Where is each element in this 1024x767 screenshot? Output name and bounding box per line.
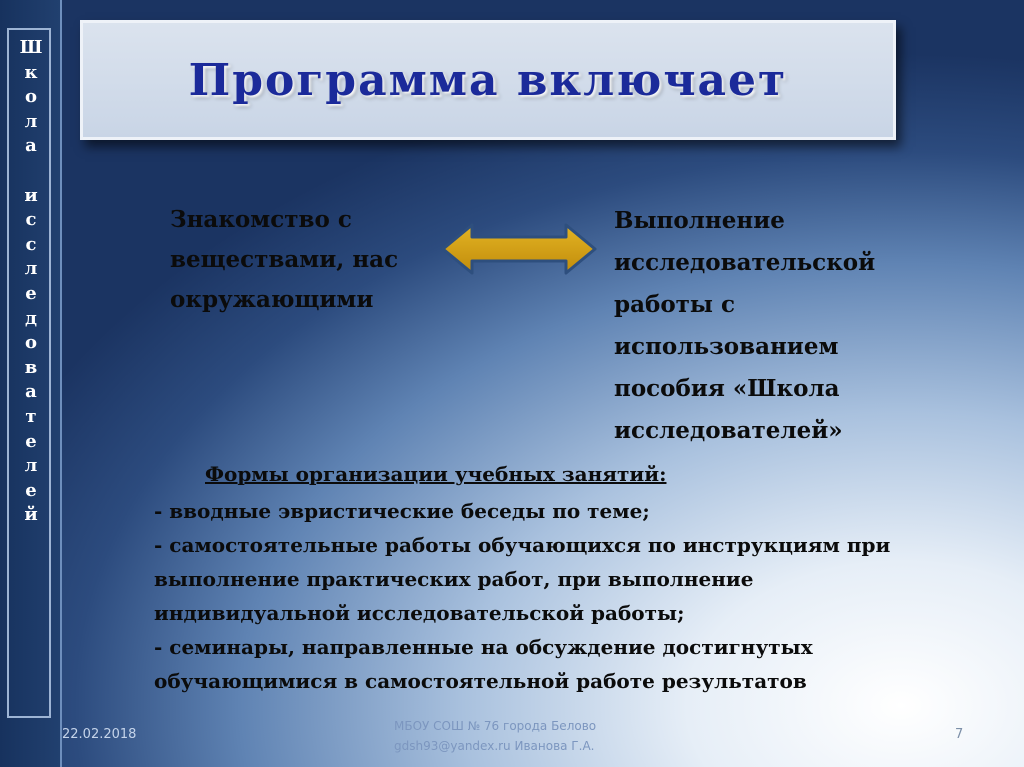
footer-credits — [394, 716, 596, 756]
left-text-block — [170, 200, 460, 320]
left-text-line: окружающими — [170, 286, 374, 313]
right-text-line: работы с — [614, 291, 735, 318]
side-label: Ш к о л а и с с л е д о в а т е л е й — [19, 37, 43, 526]
right-text-line: использованием — [614, 333, 839, 360]
forms-list-line: индивидуальной исследовательской работы; — [154, 601, 685, 625]
forms-list — [154, 494, 994, 698]
title-box — [80, 20, 896, 140]
forms-list-line: - вводные эвристические беседы по теме; — [154, 499, 650, 523]
footer-author: gdsh93@yandex.ru Иванова Г.А. — [394, 739, 595, 753]
forms-list-line: - самостоятельные работы обучающихся по инструкциям при — [154, 533, 891, 557]
right-text-line: исследователей» — [614, 417, 843, 444]
side-strip — [0, 0, 62, 767]
slide-title: Программа включает — [188, 55, 788, 106]
right-text-line: Выполнение — [614, 207, 785, 234]
double-arrow-icon — [440, 222, 598, 276]
forms-heading: Формы организации учебных занятий: — [205, 462, 667, 486]
forms-list-line: обучающимися в самостоятельной работе результатов — [154, 669, 807, 693]
footer-date: 22.02.2018 — [62, 727, 137, 742]
left-text-line: веществами, нас — [170, 246, 399, 273]
right-text-block — [614, 200, 944, 452]
forms-list-line: - семинары, направленные на обсуждение достигнутых — [154, 635, 813, 659]
forms-list-line: выполнение практических работ, при выполнение — [154, 567, 754, 591]
right-text-line: пособия «Школа — [614, 375, 840, 402]
footer-school: МБОУ СОШ № 76 города Белово — [394, 719, 597, 733]
left-text-line: Знакомство с — [170, 206, 352, 233]
side-label-frame — [7, 28, 51, 718]
right-text-line: исследовательской — [614, 249, 876, 276]
page-number: 7 — [955, 727, 964, 742]
